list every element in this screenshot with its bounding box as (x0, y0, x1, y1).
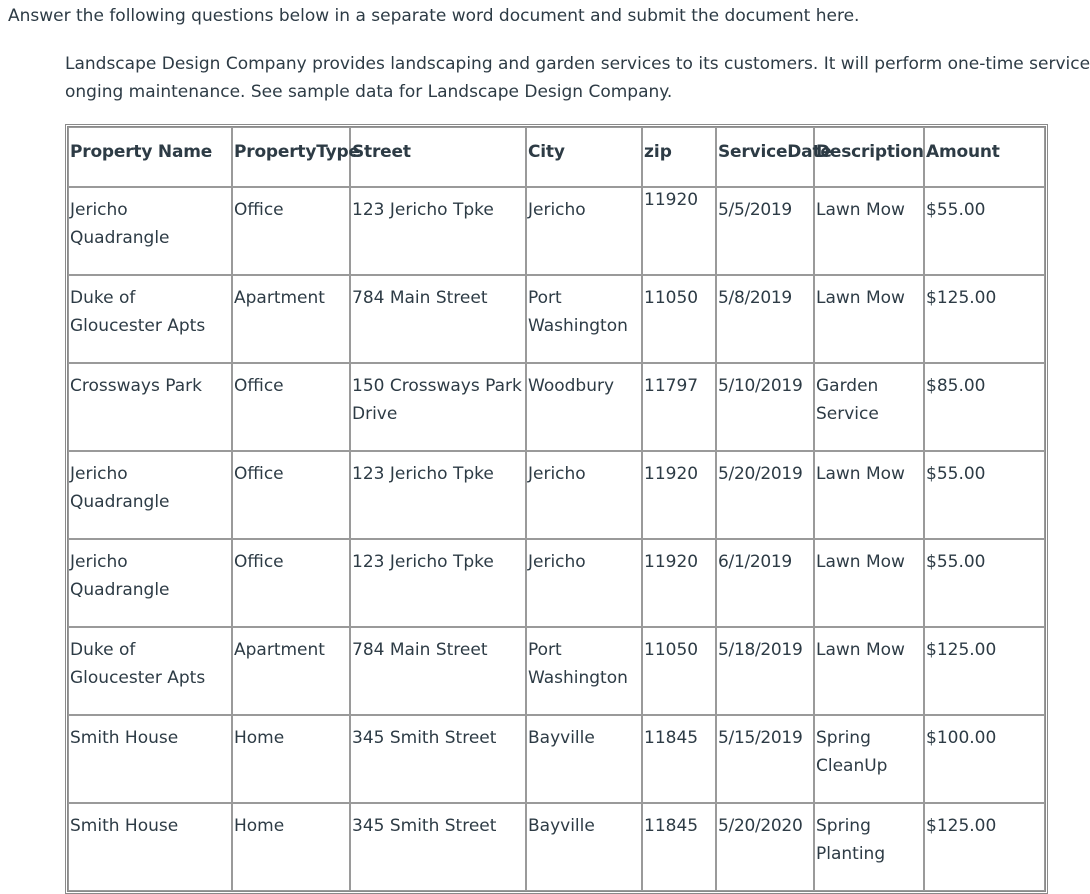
cell-city: Jericho (526, 451, 642, 539)
cell-description: Lawn Mow (814, 539, 924, 627)
cell-zip: 11050 (642, 275, 716, 363)
cell-property-type: Home (232, 715, 350, 803)
table-row (68, 275, 1045, 363)
cell-amount: $55.00 (924, 187, 1045, 275)
table-row (68, 539, 1045, 627)
cell-street: 345 Smith Street (350, 803, 526, 891)
cell-description: Lawn Mow (814, 187, 924, 275)
cell-property-type: Office (232, 363, 350, 451)
cell-property-name: Jericho Quadrangle (68, 187, 232, 275)
cell-zip: 11920 (642, 539, 716, 627)
cell-description: Spring Planting (814, 803, 924, 891)
cell-property-type: Apartment (232, 275, 350, 363)
cell-city: Bayville (526, 803, 642, 891)
table-row (68, 715, 1045, 803)
header-property-type: PropertyType (232, 127, 350, 187)
cell-service-date: 6/1/2019 (716, 539, 814, 627)
cell-property-type: Office (232, 451, 350, 539)
cell-street: 150 Crossways Park Drive (350, 363, 526, 451)
cell-zip: 11920 (642, 451, 716, 539)
cell-property-name: Crossways Park (68, 363, 232, 451)
cell-amount: $55.00 (924, 539, 1045, 627)
cell-city: Port Washington (526, 275, 642, 363)
cell-zip (642, 187, 716, 275)
cell-zip-text: 11920 (644, 190, 699, 210)
cell-property-name: Duke of Gloucester Apts (68, 275, 232, 363)
cell-street: 345 Smith Street (350, 715, 526, 803)
cell-city: Jericho (526, 539, 642, 627)
cell-zip: 11797 (642, 363, 716, 451)
cell-amount: $85.00 (924, 363, 1045, 451)
cell-description: Lawn Mow (814, 451, 924, 539)
cell-property-name: Smith House (68, 803, 232, 891)
cell-amount: $55.00 (924, 451, 1045, 539)
cell-city: Jericho (526, 187, 642, 275)
cell-service-date: 5/20/2020 (716, 803, 814, 891)
cell-property-name: Duke of Gloucester Apts (68, 627, 232, 715)
intro-paragraph (65, 50, 1090, 106)
cell-amount: $125.00 (924, 803, 1045, 891)
header-amount: Amount (924, 127, 1045, 187)
cell-street: 784 Main Street (350, 627, 526, 715)
cell-city: Woodbury (526, 363, 642, 451)
cell-zip: 11845 (642, 803, 716, 891)
cell-street: 123 Jericho Tpke (350, 187, 526, 275)
cell-street: 123 Jericho Tpke (350, 539, 526, 627)
cell-property-type: Office (232, 187, 350, 275)
header-property-name: Property Name (68, 127, 232, 187)
cell-description: Lawn Mow (814, 627, 924, 715)
cell-property-name: Smith House (68, 715, 232, 803)
cell-amount: $125.00 (924, 627, 1045, 715)
cell-service-date: 5/5/2019 (716, 187, 814, 275)
header-description: Description (814, 127, 924, 187)
cell-service-date: 5/15/2019 (716, 715, 814, 803)
table-row (68, 451, 1045, 539)
cell-service-date: 5/18/2019 (716, 627, 814, 715)
header-zip: zip (642, 127, 716, 187)
cell-description: Spring CleanUp (814, 715, 924, 803)
header-street: Street (350, 127, 526, 187)
intro-line-2: onging maintenance. See sample data for Landscape Design Company. (65, 82, 673, 102)
cell-description: Lawn Mow (814, 275, 924, 363)
cell-description: Garden Service (814, 363, 924, 451)
instruction-text: Answer the following questions below in a separate word document and submit the document here. (8, 6, 860, 26)
cell-zip: 11845 (642, 715, 716, 803)
table-row (68, 187, 1045, 275)
cell-street: 123 Jericho Tpke (350, 451, 526, 539)
cell-zip: 11050 (642, 627, 716, 715)
cell-city: Bayville (526, 715, 642, 803)
cell-city: Port Washington (526, 627, 642, 715)
cell-property-type: Office (232, 539, 350, 627)
sample-data-table (65, 124, 1048, 894)
cell-property-type: Apartment (232, 627, 350, 715)
cell-amount: $125.00 (924, 275, 1045, 363)
cell-amount: $100.00 (924, 715, 1045, 803)
table-row (68, 627, 1045, 715)
cell-service-date: 5/8/2019 (716, 275, 814, 363)
table-row (68, 803, 1045, 891)
cell-service-date: 5/20/2019 (716, 451, 814, 539)
cell-service-date: 5/10/2019 (716, 363, 814, 451)
cell-property-name: Jericho Quadrangle (68, 451, 232, 539)
table-row (68, 363, 1045, 451)
cell-street: 784 Main Street (350, 275, 526, 363)
header-city: City (526, 127, 642, 187)
cell-property-name: Jericho Quadrangle (68, 539, 232, 627)
header-row (68, 127, 1045, 187)
intro-line-1: Landscape Design Company provides landscaping and garden services to its customers. It will perform one-time service (65, 54, 1090, 74)
header-service-date: ServiceDate (716, 127, 814, 187)
cell-property-type: Home (232, 803, 350, 891)
